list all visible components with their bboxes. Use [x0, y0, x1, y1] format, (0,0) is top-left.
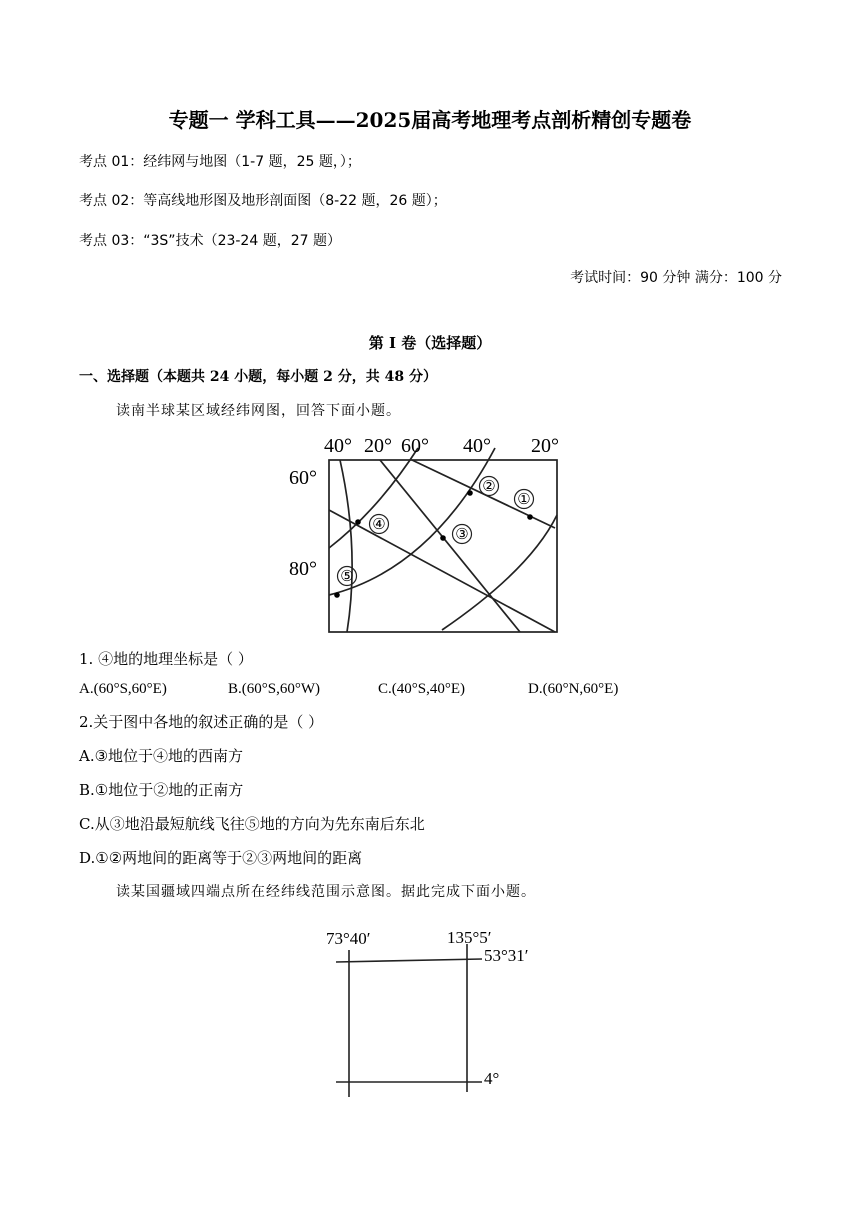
page-title: 专题一 学科工具——2025届高考地理考点剖析精创专题卷	[168, 108, 692, 132]
part-title: 一、选择题（本题共 24 小题，每小题 2 分，共 48 分）	[79, 369, 437, 385]
parallel-80	[329, 448, 495, 595]
meridian-40w	[340, 460, 352, 632]
point-2-label: ②	[482, 479, 496, 495]
label-135-5: 135°5′	[447, 928, 492, 947]
point-3-dot	[440, 535, 446, 541]
label-4: 4°	[484, 1069, 500, 1088]
point-5-label: ⑤	[340, 569, 354, 585]
kaodian-03: 考点 03：“3S”技术（23-24 题，27 题）	[79, 233, 341, 249]
q2-option-c[interactable]: C.从③地沿最短航线飞往⑤地的方向为先东南后东北	[79, 815, 425, 833]
kaodian-02: 考点 02：等高线地形图及地形剖面图（8-22 题，26 题）；	[79, 193, 447, 209]
top-label-40-right: 40°	[463, 435, 491, 457]
point-1-dot	[527, 514, 533, 520]
q2-option-a[interactable]: A.③地位于④地的西南方	[79, 747, 244, 765]
extent-figure	[320, 922, 560, 1102]
exam-meta: 考试时间：90 分钟 满分：100 分	[570, 270, 782, 286]
parallel-53-31	[336, 959, 482, 962]
top-label-20-right: 20°	[531, 435, 559, 457]
point-3-label: ③	[455, 527, 469, 543]
intro-text-2: 读某国疆域四端点所在经纬线范围示意图。据此完成下面小题。	[116, 884, 536, 900]
top-label-60: 60°	[401, 435, 429, 457]
point-2-dot	[467, 490, 473, 496]
parallel-60-west	[329, 448, 418, 548]
point-4-label: ④	[372, 517, 386, 533]
q1-option-d[interactable]: D.(60°N,60°E)	[528, 681, 619, 697]
label-53-31: 53°31′	[484, 946, 529, 965]
point-5-dot	[334, 592, 340, 598]
q1-option-a[interactable]: A.(60°S,60°E)	[79, 681, 167, 697]
q2-option-d[interactable]: D.①②两地间的距离等于②③两地间的距离	[79, 849, 363, 867]
section-title: 第 I 卷（选择题）	[368, 334, 492, 352]
left-label-60: 60°	[289, 467, 317, 489]
question-1-stem: 1. ④地的地理坐标是（ ）	[79, 650, 253, 668]
top-label-20-left: 20°	[364, 435, 392, 457]
label-73-40: 73°40′	[326, 929, 371, 948]
point-1-label: ①	[517, 492, 531, 508]
intro-text-1: 读南半球某区域经纬网图，回答下面小题。	[116, 403, 401, 419]
top-label-40-left: 40°	[324, 435, 352, 457]
graticule-figure	[280, 430, 580, 640]
kaodian-01: 考点 01：经纬网与地图（1-7 题，25 题，）；	[79, 154, 361, 170]
left-label-80: 80°	[289, 558, 317, 580]
figure-frame	[329, 460, 557, 632]
point-4-dot	[355, 519, 361, 525]
q2-option-b[interactable]: B.①地位于②地的正南方	[79, 781, 244, 799]
meridian-inner	[329, 510, 555, 632]
q1-option-b[interactable]: B.(60°S,60°W)	[228, 681, 320, 697]
q1-option-c[interactable]: C.(40°S,40°E)	[378, 681, 465, 697]
question-2-stem: 2.关于图中各地的叙述正确的是（ ）	[79, 713, 324, 731]
